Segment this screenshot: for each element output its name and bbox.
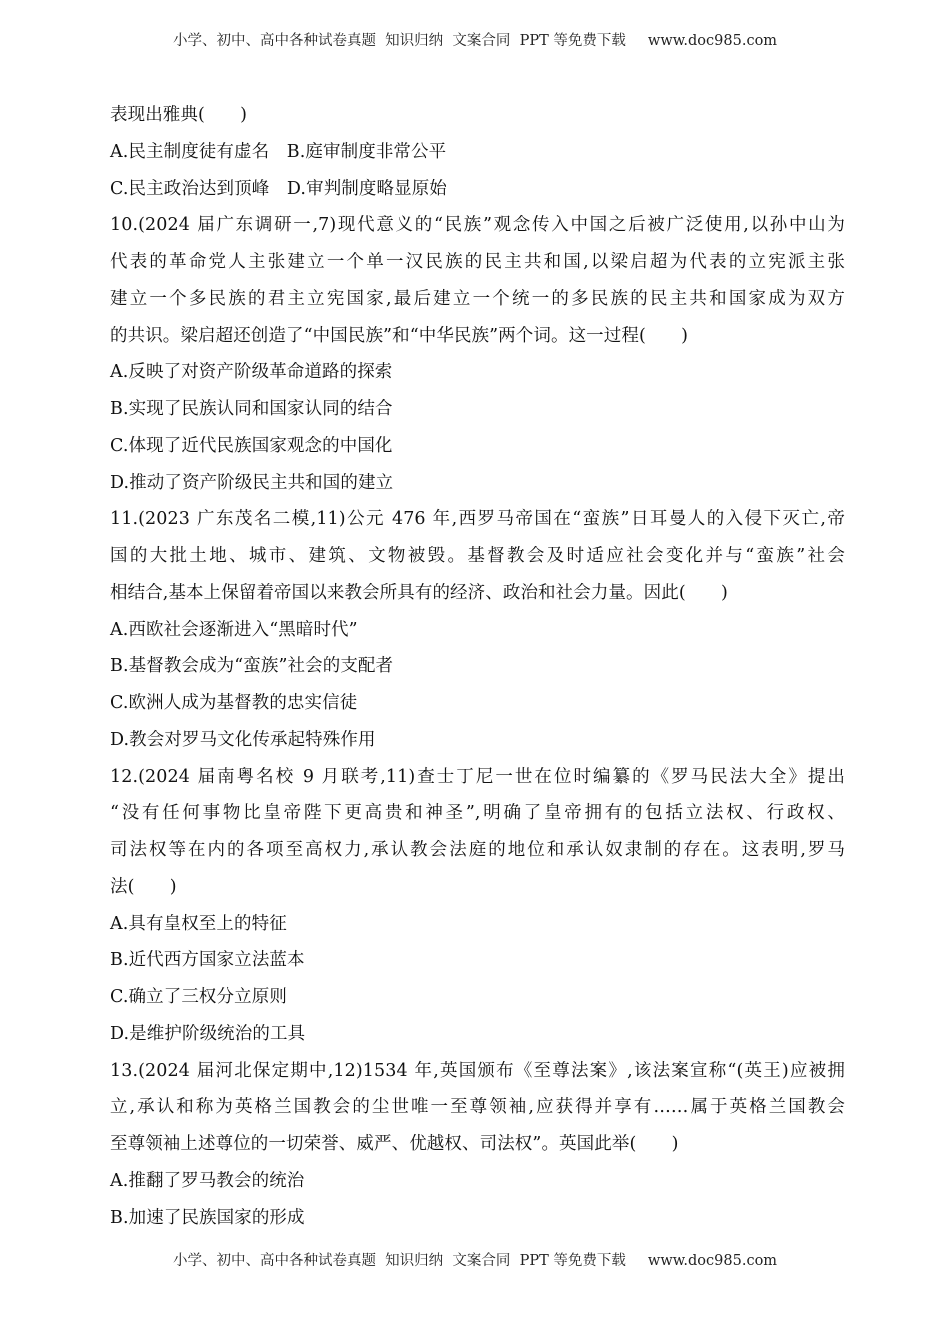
answer-option: C.民主政治达到顶峰 D.审判制度略显原始 — [110, 178, 447, 199]
question-text-line: 司法权等在内的各项至高权力,承认教会法庭的地位和承认奴隶制的存在。这表明,罗马 — [110, 840, 845, 860]
answer-option: D.教会对罗马文化传承起特殊作用 — [110, 729, 376, 750]
question-text-line: 相结合,基本上保留着帝国以来教会所具有的经济、政治和社会力量。因此( ) — [110, 582, 728, 603]
question-text-line: “没有任何事物比皇帝陛下更高贵和神圣”,明确了皇帝拥有的包括立法权、行政权、 — [110, 803, 845, 824]
footer-text: 小学、初中、高中各种试卷真题 知识归纳 文案合同 PPT 等免费下载 — [172, 1253, 626, 1269]
footer-url: www.doc985.com — [647, 1253, 778, 1269]
answer-option: B.实现了民族认同和国家认同的结合 — [110, 399, 393, 419]
answer-option: C.欧洲人成为基督教的忠实信徒 — [110, 693, 358, 713]
question-text-line: 建立一个多民族的君主立宪国家,最后建立一个统一的多民族的民主共和国家成为双方 — [110, 288, 845, 309]
answer-option: C.确立了三权分立原则 — [110, 987, 287, 1007]
answer-option: B.基督教会成为“蛮族”社会的支配者 — [110, 656, 394, 677]
answer-option: B.加速了民族国家的形成 — [110, 1207, 305, 1228]
answer-option: C.体现了近代民族国家观念的中国化 — [110, 435, 393, 456]
page-header — [0, 29, 950, 50]
answer-option: A.推翻了罗马教会的统治 — [110, 1170, 305, 1191]
question-text-line: 10.(2024 届广东调研一,7)现代意义的“民族”观念传入中国之后被广泛使用,以孙中山为 — [110, 215, 845, 236]
header-text: 小学、初中、高中各种试卷真题 知识归纳 文案合同 PPT 等免费下载 — [172, 33, 626, 49]
answer-option: A.反映了对资产阶级革命道路的探索 — [110, 362, 393, 383]
question-text-line: 国的大批土地、城市、建筑、文物被毁。基督教会及时适应社会变化并与“蛮族”社会 — [110, 546, 845, 566]
answer-option: A.具有皇权至上的特征 — [110, 913, 287, 934]
question-text-line: 立,承认和称为英格兰国教会的尘世唯一至尊领袖,应获得并享有……属于英格兰国教会 — [110, 1097, 845, 1118]
question-text-line: 12.(2024 届南粤名校 9 月联考,11)查士丁尼一世在位时编纂的《罗马民法大全》提出 — [110, 766, 845, 787]
question-text-line: 代表的革命党人主张建立一个单一汉民族的民主共和国,以梁启超为代表的立宪派主张 — [110, 252, 845, 272]
question-text-line: 的共识。梁启超还创造了“中国民族”和“中华民族”两个词。这一过程( ) — [110, 325, 689, 346]
answer-option: D.推动了资产阶级民主共和国的建立 — [110, 472, 394, 493]
question-text-line: 至尊领袖上述尊位的一切荣誉、威严、优越权、司法权”。英国此举( ) — [110, 1134, 679, 1154]
question-text-line: 表现出雅典( ) — [110, 105, 248, 125]
answer-option: A.西欧社会逐渐进入“黑暗时代” — [110, 619, 358, 640]
answer-option: B.近代西方国家立法蓝本 — [110, 950, 305, 971]
question-text-line: 13.(2024 届河北保定期中,12)1534 年,英国颁布《至尊法案》,该法案宣称“(英王)应被拥 — [110, 1060, 845, 1081]
answer-option: A.民主制度徒有虚名 B.庭审制度非常公平 — [110, 141, 447, 162]
header-url: www.doc985.com — [647, 33, 778, 49]
question-text-line: 法( ) — [110, 876, 177, 897]
document-body — [110, 101, 845, 1240]
page-footer — [0, 1249, 950, 1270]
answer-option: D.是维护阶级统治的工具 — [110, 1023, 306, 1044]
question-text-line: 11.(2023 广东茂名二模,11)公元 476 年,西罗马帝国在“蛮族”日耳曼人的入侵下灭亡,帝 — [110, 509, 845, 530]
